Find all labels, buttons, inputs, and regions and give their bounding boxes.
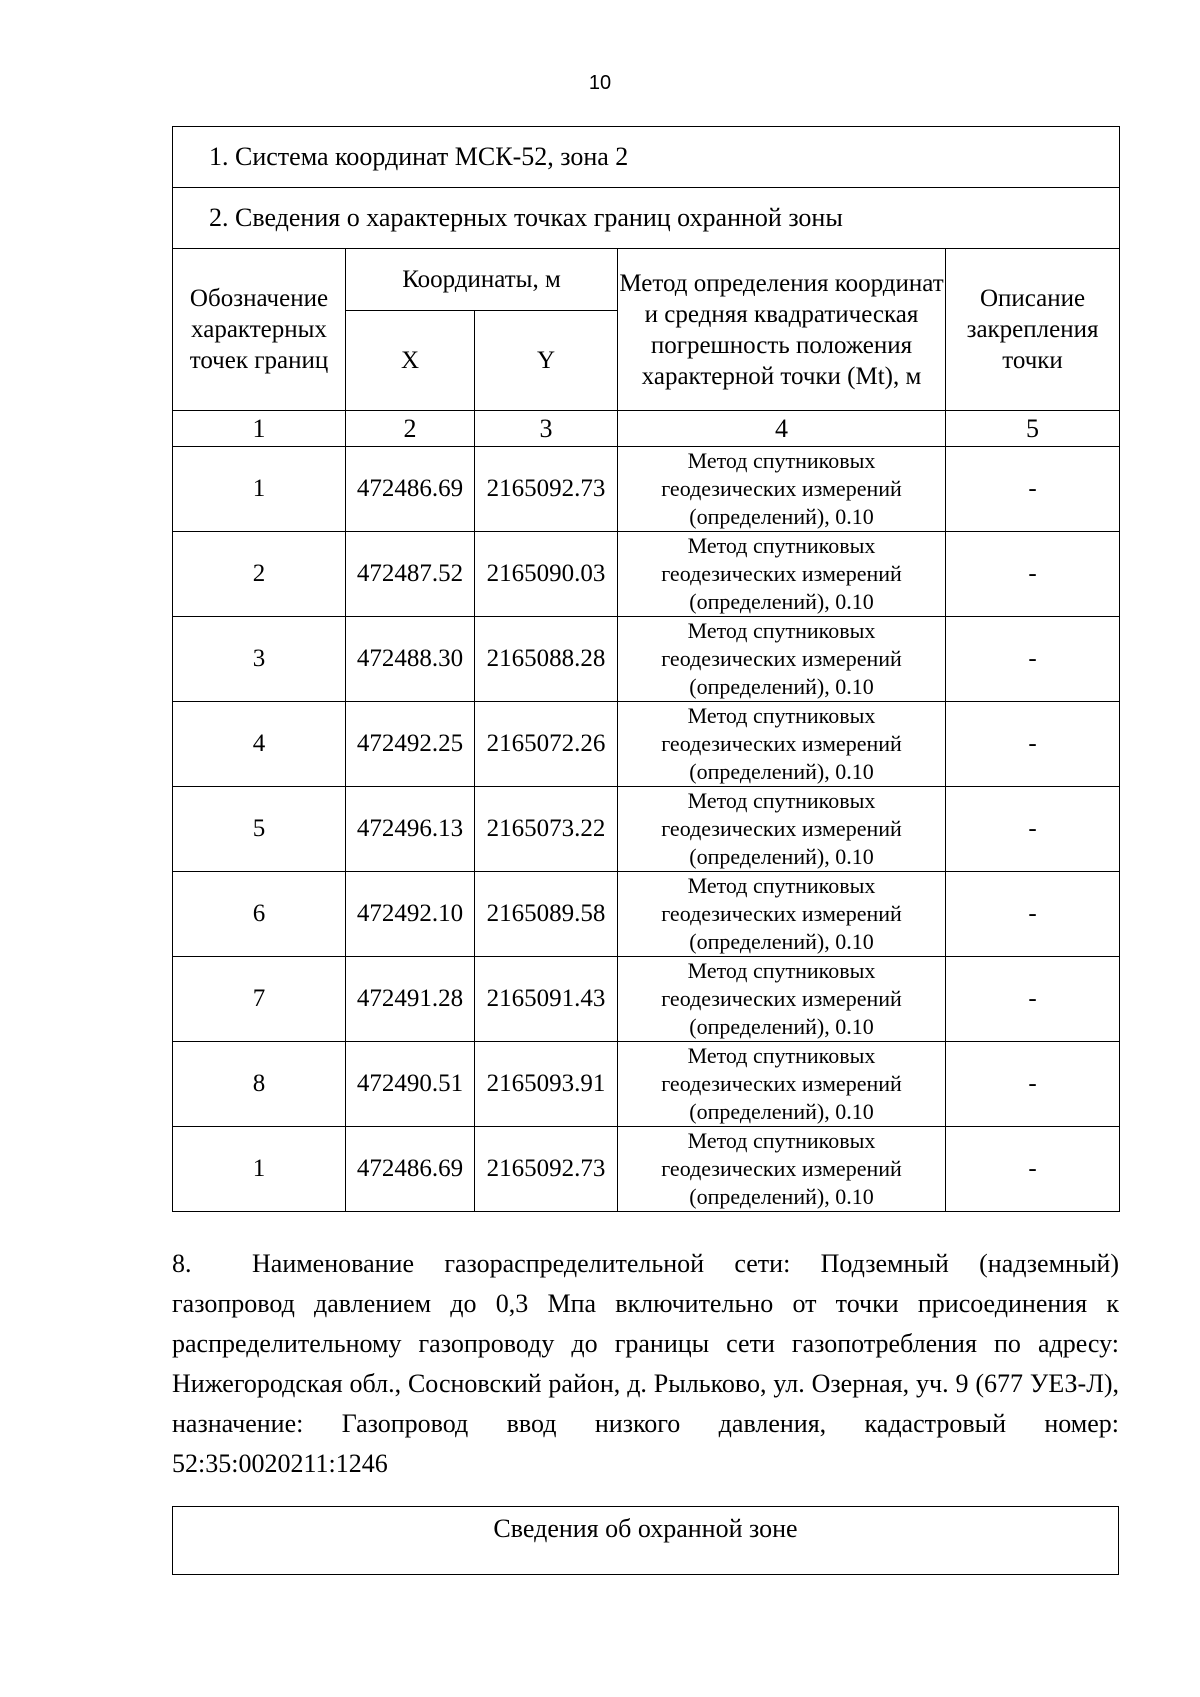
x-coordinate-cell: 472490.51 xyxy=(346,1042,475,1127)
table-row xyxy=(173,1127,1120,1212)
x-coordinate-cell: 472486.69 xyxy=(346,447,475,532)
point-cell: 3 xyxy=(173,617,346,702)
method-cell: Метод спутниковых геодезических измерений (определений), 0.10 xyxy=(618,702,946,787)
description-cell: - xyxy=(946,957,1120,1042)
header-y: Y xyxy=(475,311,618,411)
y-coordinate-cell: 2165091.43 xyxy=(475,957,618,1042)
table-row xyxy=(173,617,1120,702)
description-cell: - xyxy=(946,872,1120,957)
method-cell: Метод спутниковых геодезических измерений (определений), 0.10 xyxy=(618,447,946,532)
description-cell: - xyxy=(946,447,1120,532)
header-designation: Обозначение характерных точек границ xyxy=(173,249,346,411)
table-row xyxy=(173,872,1120,957)
column-number: 4 xyxy=(618,411,946,447)
y-coordinate-cell: 2165073.22 xyxy=(475,787,618,872)
y-coordinate-cell: 2165092.73 xyxy=(475,1127,618,1212)
header-description: Описание закрепления точки xyxy=(946,249,1120,411)
method-cell: Метод спутниковых геодезических измерений (определений), 0.10 xyxy=(618,787,946,872)
y-coordinate-cell: 2165092.73 xyxy=(475,447,618,532)
point-cell: 1 xyxy=(173,447,346,532)
description-cell: - xyxy=(946,702,1120,787)
table-row xyxy=(173,957,1120,1042)
x-coordinate-cell: 472487.52 xyxy=(346,532,475,617)
method-cell: Метод спутниковых геодезических измерений (определений), 0.10 xyxy=(618,1127,946,1212)
section-8-paragraph xyxy=(172,1244,1119,1484)
paragraph-text: Наименование газораспределительной сети: Подземный (надземный) газопровод давлением до 0,3 Мпа включительно от точки присоединения к распределительному газопроводу до границы сети газопотребления по адресу: Нижегородская обл., Сосновский район, д. Рыльково, ул. Озерная, уч. 9 (677 УЕЗ-Л), назначение: Газопровод ввод низкого давления, кадастровый номер: 52:35:0020211:1246 xyxy=(172,1249,1119,1478)
protection-zone-title: Сведения об охранной зоне xyxy=(493,1514,798,1543)
method-cell: Метод спутниковых геодезических измерений (определений), 0.10 xyxy=(618,872,946,957)
point-cell: 6 xyxy=(173,872,346,957)
point-cell: 4 xyxy=(173,702,346,787)
column-number: 1 xyxy=(173,411,346,447)
point-cell: 1 xyxy=(173,1127,346,1212)
table-row xyxy=(173,702,1120,787)
table-row xyxy=(173,532,1120,617)
y-coordinate-cell: 2165088.28 xyxy=(475,617,618,702)
description-cell: - xyxy=(946,787,1120,872)
point-cell: 7 xyxy=(173,957,346,1042)
method-cell: Метод спутниковых геодезических измерений (определений), 0.10 xyxy=(618,532,946,617)
page-number: 10 xyxy=(588,72,612,94)
x-coordinate-cell: 472492.25 xyxy=(346,702,475,787)
x-coordinate-cell: 472496.13 xyxy=(346,787,475,872)
x-coordinate-cell: 472492.10 xyxy=(346,872,475,957)
header-coordinates: Координаты, м xyxy=(346,249,618,311)
method-cell: Метод спутниковых геодезических измерений (определений), 0.10 xyxy=(618,617,946,702)
boundary-points-section-title: 2. Сведения о характерных точках границ охранной зоны xyxy=(173,188,1120,249)
y-coordinate-cell: 2165089.58 xyxy=(475,872,618,957)
table-row xyxy=(173,447,1120,532)
header-method: Метод определения координат и средняя квадратическая погрешность положения характерной точки (Mt), м xyxy=(618,249,946,411)
method-cell: Метод спутниковых геодезических измерений (определений), 0.10 xyxy=(618,957,946,1042)
column-number: 5 xyxy=(946,411,1120,447)
description-cell: - xyxy=(946,617,1120,702)
description-cell: - xyxy=(946,1127,1120,1212)
point-cell: 8 xyxy=(173,1042,346,1127)
table-row xyxy=(173,787,1120,872)
protection-zone-box xyxy=(172,1506,1119,1575)
y-coordinate-cell: 2165093.91 xyxy=(475,1042,618,1127)
x-coordinate-cell: 472486.69 xyxy=(346,1127,475,1212)
boundary-points-table xyxy=(172,126,1120,1212)
description-cell: - xyxy=(946,532,1120,617)
coordinate-system-title: 1. Система координат МСК-52, зона 2 xyxy=(173,127,1120,188)
x-coordinate-cell: 472491.28 xyxy=(346,957,475,1042)
description-cell: - xyxy=(946,1042,1120,1127)
header-x: X xyxy=(346,311,475,411)
point-cell: 5 xyxy=(173,787,346,872)
y-coordinate-cell: 2165090.03 xyxy=(475,532,618,617)
paragraph-number: 8. xyxy=(172,1249,192,1278)
method-cell: Метод спутниковых геодезических измерений (определений), 0.10 xyxy=(618,1042,946,1127)
column-number: 2 xyxy=(346,411,475,447)
x-coordinate-cell: 472488.30 xyxy=(346,617,475,702)
y-coordinate-cell: 2165072.26 xyxy=(475,702,618,787)
column-number: 3 xyxy=(475,411,618,447)
point-cell: 2 xyxy=(173,532,346,617)
table-row xyxy=(173,1042,1120,1127)
